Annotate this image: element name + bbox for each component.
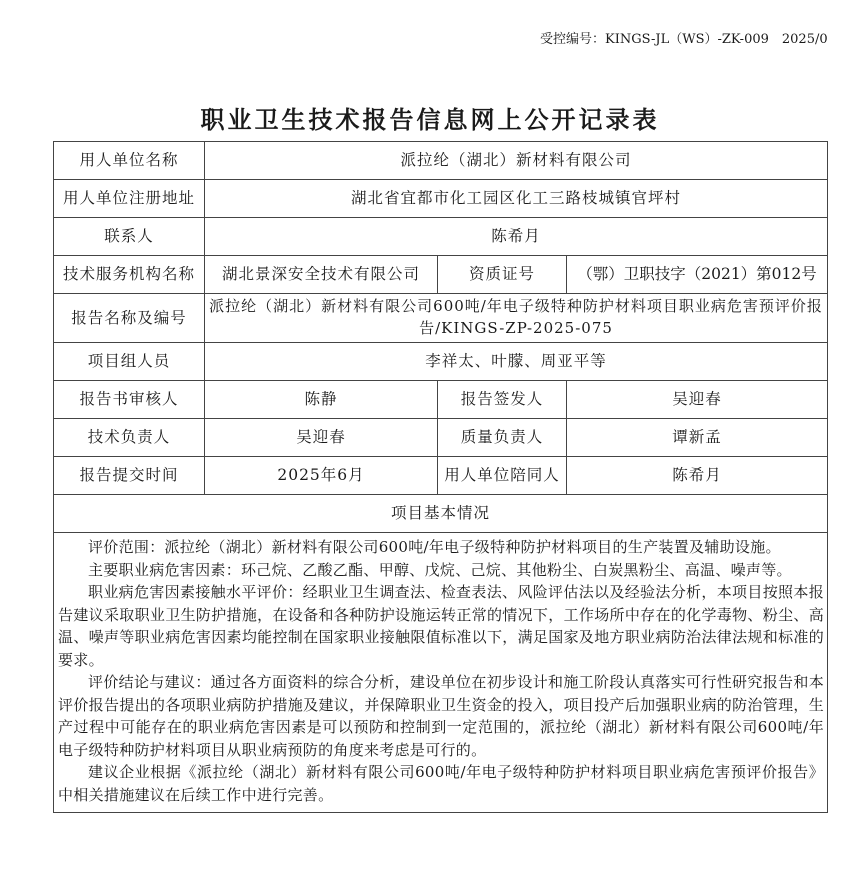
cert-value: （鄂）卫职技字（2021）第012号 — [567, 256, 828, 294]
row-agency — [54, 256, 828, 294]
address-label: 用人单位注册地址 — [54, 180, 205, 218]
submit-label: 报告提交时间 — [54, 457, 205, 495]
row-report — [54, 294, 828, 343]
tech-value: 吴迎春 — [205, 419, 438, 457]
accompany-value: 陈希月 — [567, 457, 828, 495]
summary-scope: 评价范围：派拉纶（湖北）新材料有限公司600吨/年电子级特种防护材料项目的生产装置及辅助设施。 — [88, 538, 781, 556]
agency-label: 技术服务机构名称 — [54, 256, 205, 294]
row-employer — [54, 142, 828, 180]
reviewer-label: 报告书审核人 — [54, 381, 205, 419]
employer-label: 用人单位名称 — [54, 142, 205, 180]
summary-advice: 建议企业根据《派拉纶（湖北）新材料有限公司600吨/年电子级特种防护材料项目职业病危害预评价报告》中相关措施建议在后续工作中进行完善。 — [58, 763, 825, 804]
accompany-label: 用人单位陪同人 — [438, 457, 567, 495]
employer-value: 派拉纶（湖北）新材料有限公司 — [205, 142, 828, 180]
summary-exposure: 职业病危害因素接触水平评价：经职业卫生调查法、检查表法、风险评估法以及经验法分析，本项目按照本报告建议采取职业卫生防护措施，在设备和各种防护设施运转正常的情况下，工作场所中存在的化学毒物、粉尘、高温、噪声等职业病危害因素均能控制在国家职业接触限值标准以下，满足国家及地方职业病防治法律法规和标准的要求。 — [58, 583, 825, 669]
report-value: 派拉纶（湖北）新材料有限公司600吨/年电子级特种防护材料项目职业病危害预评价报告/KINGS-ZP-2025-075 — [205, 294, 828, 343]
summary-conclusion: 评价结论与建议：通过各方面资料的综合分析，建设单位在初步设计和施工阶段认真落实可行性研究报告和本评价报告提出的各项职业病防护措施及建议，并保障职业卫生资金的投入，项目投产后加强职业病的防治管理，生产过程中可能存在的职业病危害因素是可以预防和控制到一定范围的，派拉纶（湖北）新材料有限公司600吨/年电子级特种防护材料项目从职业病预防的角度来考虑是可行的。 — [58, 673, 825, 759]
summary-hazards: 主要职业病危害因素：环己烷、乙酸乙酯、甲醇、戊烷、己烷、其他粉尘、白炭黑粉尘、高温、噪声等。 — [88, 560, 792, 579]
report-label: 报告名称及编号 — [54, 294, 205, 343]
tech-label: 技术负责人 — [54, 419, 205, 457]
contact-value: 陈希月 — [205, 218, 828, 256]
row-address — [54, 180, 828, 218]
address-value: 湖北省宜都市化工园区化工三路枝城镇官坪村 — [205, 180, 828, 218]
cert-label: 资质证号 — [438, 256, 567, 294]
row-summary — [54, 533, 828, 813]
row-submit — [54, 457, 828, 495]
submit-value: 2025年6月 — [205, 457, 438, 495]
quality-value: 谭新孟 — [567, 419, 828, 457]
row-reviewer — [54, 381, 828, 419]
row-contact — [54, 218, 828, 256]
reviewer-value: 陈静 — [205, 381, 438, 419]
record-table — [53, 141, 828, 813]
row-summary-heading — [54, 495, 828, 533]
row-tech — [54, 419, 828, 457]
control-number: 受控编号：KINGS-JL（WS）-ZK-009 2025/0 — [540, 32, 828, 47]
team-label: 项目组人员 — [54, 343, 205, 381]
summary-body — [54, 533, 828, 813]
quality-label: 质量负责人 — [438, 419, 567, 457]
summary-heading: 项目基本情况 — [54, 495, 828, 533]
row-team — [54, 343, 828, 381]
issuer-label: 报告签发人 — [438, 381, 567, 419]
issuer-value: 吴迎春 — [567, 381, 828, 419]
agency-value: 湖北景深安全技术有限公司 — [205, 256, 438, 294]
team-value: 李祥太、叶朦、周亚平等 — [205, 343, 828, 381]
document-title: 职业卫生技术报告信息网上公开记录表 — [200, 105, 660, 134]
contact-label: 联系人 — [54, 218, 205, 256]
